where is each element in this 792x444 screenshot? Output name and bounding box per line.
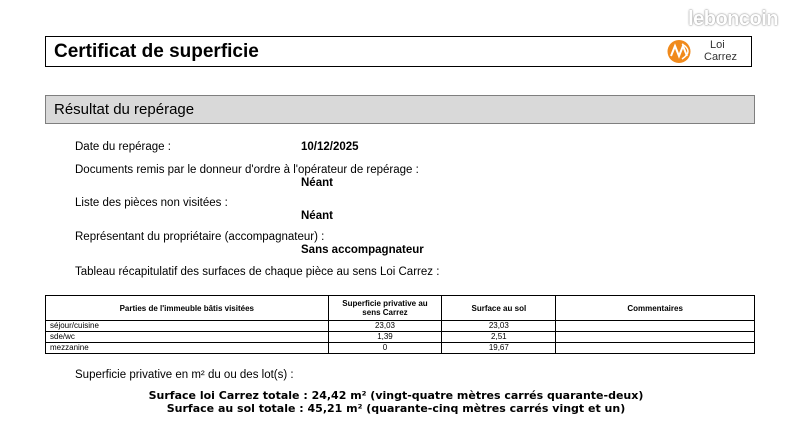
representant-label: Représentant du propriétaire (accompagnateur) : bbox=[75, 231, 325, 243]
cell-surface-sol: 23,03 bbox=[442, 321, 556, 332]
carrez-total: Surface loi Carrez totale : 24,42 m² (vingt-quatre mètres carrés quarante-deux) bbox=[148, 389, 644, 402]
loi-carrez-logo-icon bbox=[666, 39, 696, 64]
sol-total: Surface au sol totale : 45,21 m² (quarante-cinq mètres carrés vingt et un) bbox=[166, 402, 626, 415]
section-title: Résultat du repérage bbox=[54, 101, 195, 118]
certificate-header bbox=[45, 36, 752, 67]
documents-label: Documents remis par le donneur d'ordre à l'opérateur de repérage : bbox=[75, 164, 419, 176]
header-commentaires: Commentaires bbox=[556, 296, 755, 321]
pieces-label: Liste des pièces non visitées : bbox=[75, 197, 228, 209]
date-label: Date du repérage : bbox=[75, 141, 171, 153]
section-header bbox=[45, 95, 755, 124]
cell-superficie: 0 bbox=[328, 343, 442, 354]
date-value: 10/12/2025 bbox=[301, 141, 359, 153]
cell-surface-sol: 19,67 bbox=[442, 343, 556, 354]
cell-superficie: 23,03 bbox=[328, 321, 442, 332]
cell-commentaire bbox=[556, 332, 755, 343]
header-superficie-carrez: Superficie privative au sens Carrez bbox=[328, 296, 442, 321]
tableau-label: Tableau récapitulatif des surfaces de chaque pièce au sens Loi Carrez : bbox=[75, 266, 440, 278]
cell-commentaire bbox=[556, 321, 755, 332]
table-header-row bbox=[46, 296, 755, 321]
pieces-value: Néant bbox=[301, 210, 333, 222]
cell-superficie: 1,39 bbox=[328, 332, 442, 343]
table-row bbox=[46, 343, 755, 354]
cell-partie: mezzanine bbox=[46, 343, 329, 354]
logo-label: Loi Carrez bbox=[704, 39, 738, 63]
cell-partie: sde/wc bbox=[46, 332, 329, 343]
documents-value: Néant bbox=[301, 177, 333, 189]
table-row bbox=[46, 332, 755, 343]
cell-surface-sol: 2,51 bbox=[442, 332, 556, 343]
leboncoin-watermark: leboncoin bbox=[688, 8, 778, 30]
summary-label: Superficie privative en m² du ou des lot(s) : bbox=[75, 369, 294, 381]
cell-commentaire bbox=[556, 343, 755, 354]
document-title: Certificat de superficie bbox=[54, 41, 259, 62]
representant-value: Sans accompagnateur bbox=[301, 244, 424, 256]
surface-table bbox=[45, 295, 755, 354]
table-row bbox=[46, 321, 755, 332]
header-surface-sol: Surface au sol bbox=[442, 296, 556, 321]
cell-partie: séjour/cuisine bbox=[46, 321, 329, 332]
header-parties: Parties de l'immeuble bâtis visitées bbox=[46, 296, 329, 321]
